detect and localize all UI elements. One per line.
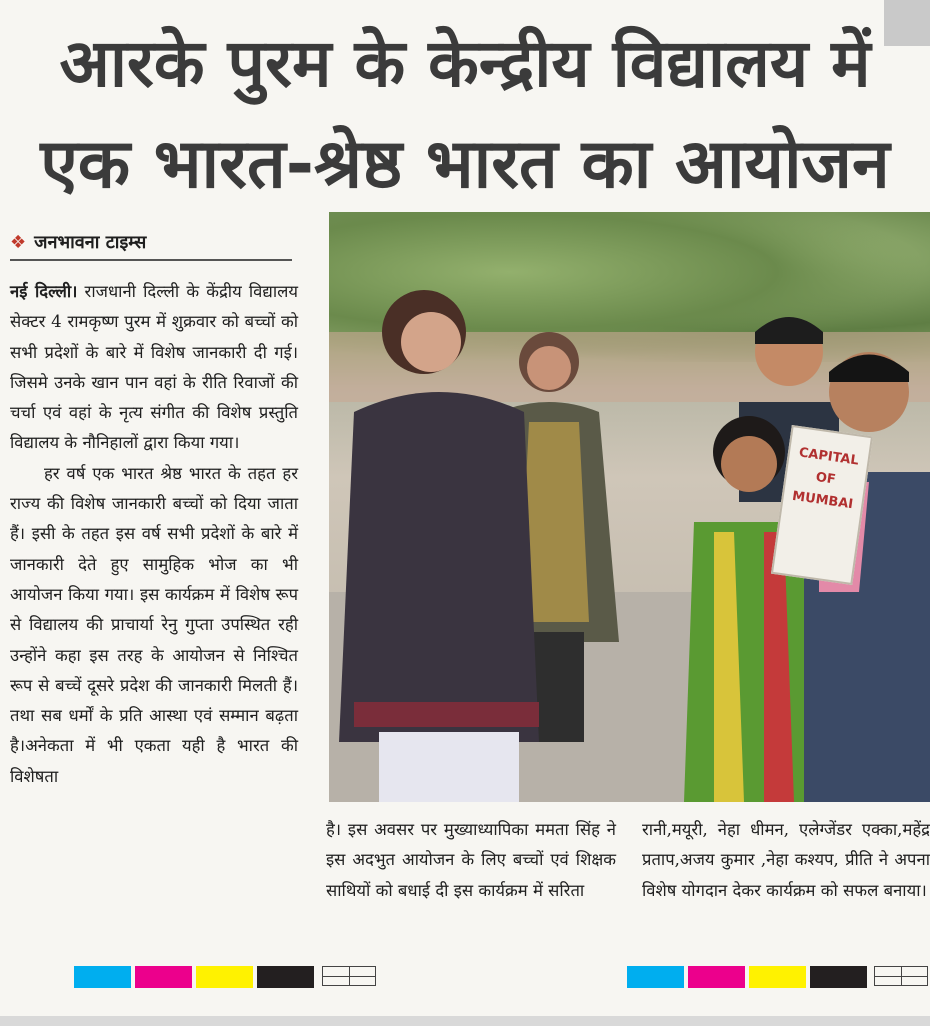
bottom-strip [0,1016,930,1026]
article-column-1 [10,276,298,792]
placard-line-1: CAPITAL [797,445,860,469]
paragraph-1-text: राजधानी दिल्ली के केंद्रीय विद्यालय सेक्टर 4 रामकृष्ण पुरम में शुक्रवार को बच्चों को सभी प्रदेशों के बारे में विशेष जानकारी दी गई। जिसमे उनके खान पान वहां के रीति रिवाजों की चर्चा एवं वहां के नृत्य संगीत की विशेष प्रस्तुति विद्यालय के नौनिहालों द्वारा किया गया। [10,282,298,453]
placard-line-3: MUMBAI [791,488,854,513]
byline-text: जनभावना टाइम्स [34,232,147,253]
magenta-swatch [135,966,192,988]
photo-woman-in-shawl [339,272,549,802]
headline-line-2: एक भारत-श्रेष्ठ भारत का आयोजन [40,125,890,204]
article-column-3 [642,815,930,906]
yellow-swatch [749,966,806,988]
column-3-text: रानी,मयूरी, नेहा धीमन, एलेग्जेंडर एक्का,महेंद्र प्रताप,अजय कुमार ,नेहा कश्यप, प्रीति ने अपना विशेष योगदान देकर कार्यक्रम को सफल बनाया। [642,820,930,900]
magenta-swatch [688,966,745,988]
article-paragraph-2: हर वर्ष एक भारत श्रेष्ठ भारत के तहत हर राज्य की विशेष जानकारी बच्चों को दिया जाता हैं। इसी के तहत इस वर्ष सभी प्रदेशों के बारे में जानकारी देते हुए सामुहिक भोज का भी आयोजन किया गया। इस कार्यक्रम में विशेष रूप से विद्यालय की प्राचार्या रेनु गुप्ता उपस्थित रही उन्होंने कहा इस तरह के आयोजन से निश्चित रूप से बच्चें दूसरे प्रदेश की जानकारी मिलती हैं। तथा सब धर्मों के प्रति आस्था एवं सम्मान बढ़ता है।अनेकता में भी एकता यही है भारत की विशेषता [10,463,298,786]
yellow-swatch [196,966,253,988]
headline-line-1: आरके पुरम के केन्द्रीय विद्यालय में [59,25,871,102]
black-swatch [810,966,867,988]
article-paragraph-1 [10,276,298,459]
dateline: नई दिल्ली। [10,281,78,301]
cyan-swatch [627,966,684,988]
registration-mark-left [322,966,376,986]
news-photo [329,212,930,802]
article-column-2 [326,815,616,906]
color-bar-left [74,966,314,988]
placard-line-2: OF [814,469,837,488]
cyan-swatch [74,966,131,988]
registration-mark-right [874,966,928,986]
black-swatch [257,966,314,988]
column-2-text: है। इस अवसर पर मुख्याध्यापिका ममता सिंह ने इस अदभुत आयोजन के लिए बच्चों एवं शिक्षक साथियों को बधाई दी इस कार्यक्रम में सरिता [326,820,616,900]
byline [10,225,292,261]
diamond-bullet-icon: ❖ [10,231,27,253]
color-bar-right [627,966,867,988]
